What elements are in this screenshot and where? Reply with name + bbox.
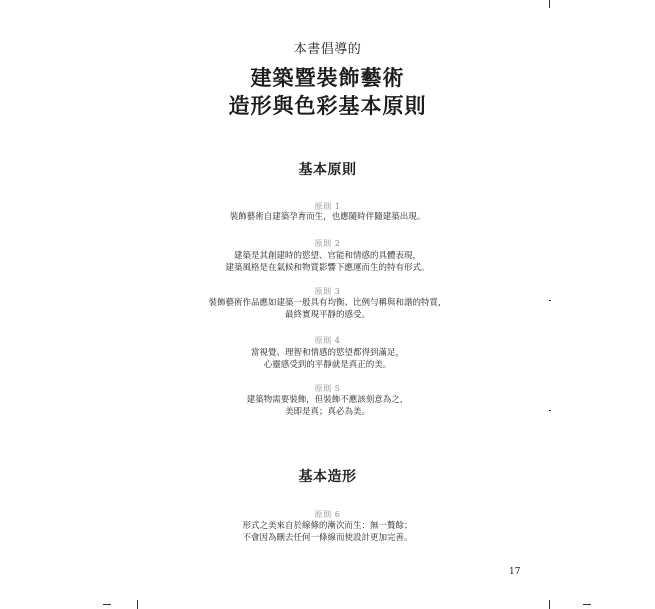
crop-mark-bottom-left [103, 604, 111, 605]
principle-text: 建築是其創建時的慾望、官能和情感的具體表現， [233, 251, 421, 261]
principle-text: 裝飾藝術自建築孕育而生，也應隨時伴隨建築出現。 [229, 212, 426, 222]
pretitle: 本書倡導的 [293, 42, 362, 57]
principle-text: 形式之美來自於線條的漸次而生：無一贅餘； [242, 521, 413, 531]
principle-label: 原則 3 [314, 287, 341, 296]
principle-text: 建築風格是在氣候和物質影響下應運而生的特有形式。 [225, 263, 430, 273]
page-number: 17 [509, 567, 521, 577]
principle-label: 原則 5 [314, 384, 341, 393]
section-heading-basic-forms: 基本造形 [298, 469, 357, 485]
principle-text: 當視覺、理智和情感的慾望都得到滿足， [250, 348, 404, 358]
principle-text: 建築物需要裝飾，但裝飾不應該刻意為之， [246, 395, 409, 405]
principle-text: 心靈感受到的平靜就是真正的美。 [263, 360, 392, 370]
principle-label: 原則 6 [314, 510, 341, 519]
principle-label: 原則 1 [314, 202, 341, 211]
crop-mark-top-right [549, 0, 550, 8]
principle-label: 原則 2 [314, 239, 341, 248]
crop-mark-bottom-right [549, 600, 550, 609]
principle-label: 原則 4 [314, 336, 341, 345]
principle-text: 裝飾藝術作品應如建築一般具有均衡、比例勻稱與和諧的特質， [208, 298, 447, 308]
principle-text: 不會因為刪去任何一條線而使設計更加完善。 [242, 533, 413, 543]
section-heading-basic-principles: 基本原則 [298, 162, 357, 178]
crop-mark-bottom-left-2 [137, 600, 138, 609]
principle-text: 美即是真；真必為美。 [284, 407, 370, 417]
principle-text: 最終實現平靜的感受。 [284, 310, 370, 320]
title-line-2: 造形與色彩基本原則 [228, 93, 427, 118]
crop-mark-bottom-right-2 [583, 604, 591, 605]
title-line-1: 建築暨裝飾藝術 [250, 65, 405, 90]
